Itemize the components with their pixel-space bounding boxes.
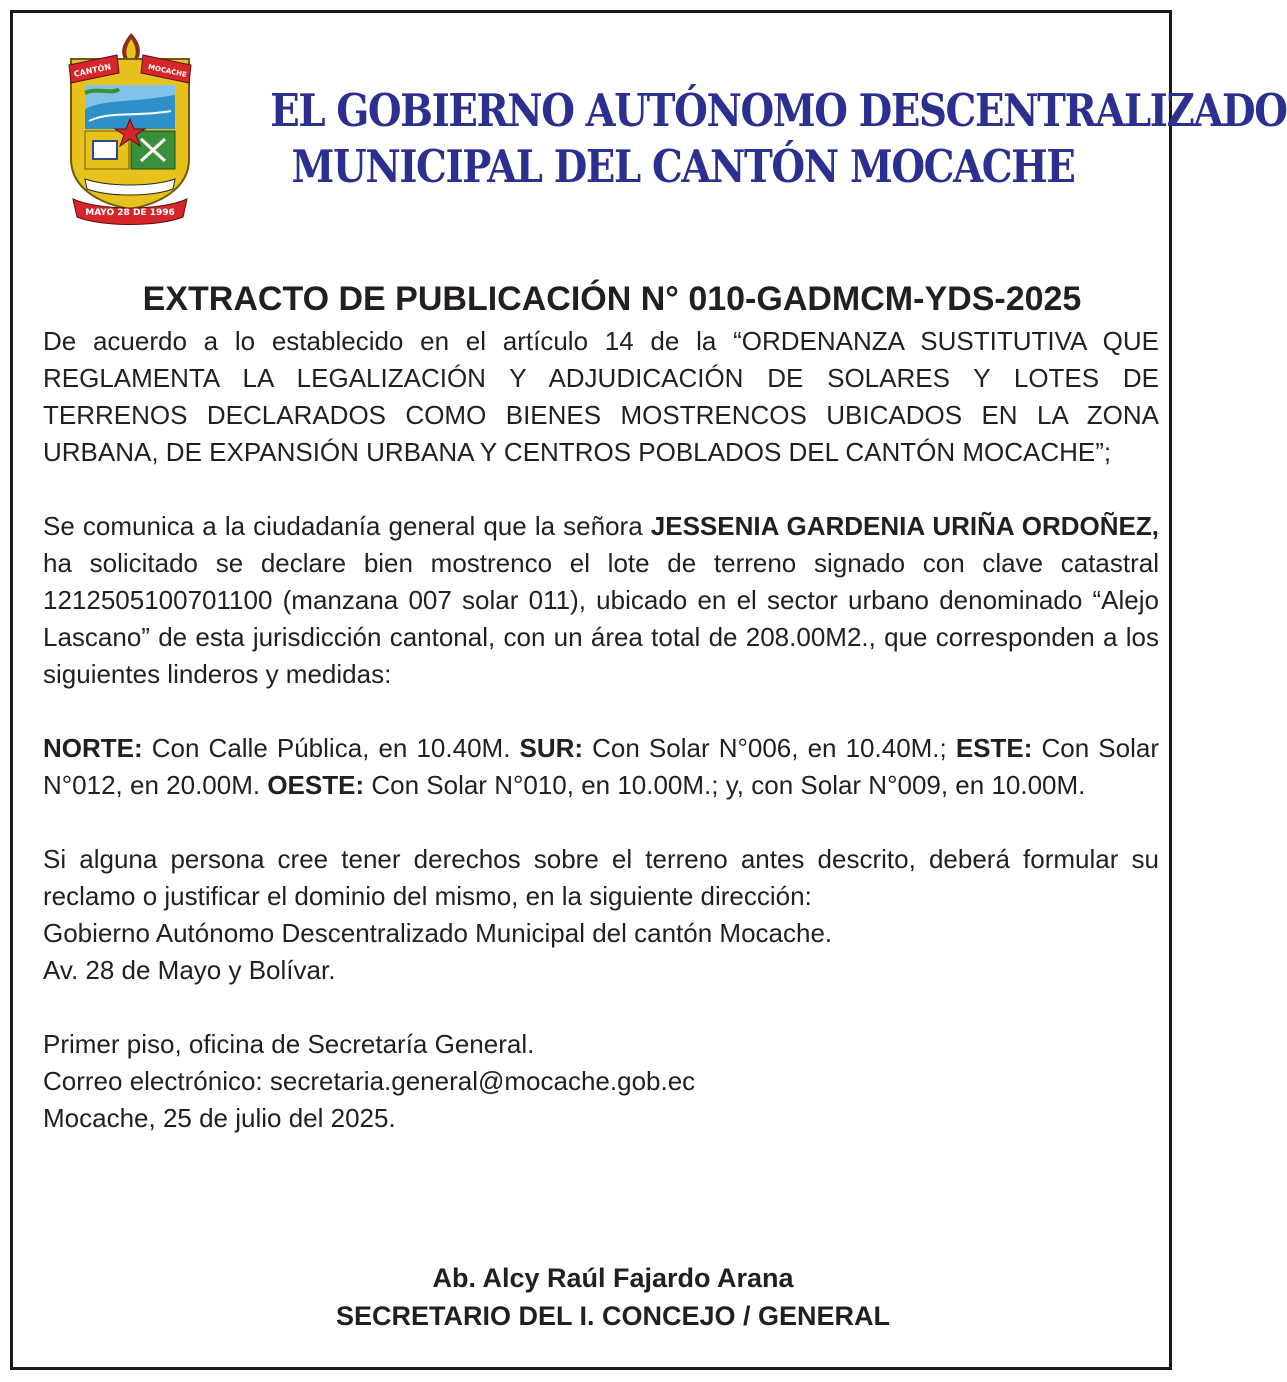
west-label: OESTE: (267, 770, 365, 800)
publication-body (43, 323, 1159, 1137)
claims-paragraph: Si alguna persona cree tener derechos sobre el terreno antes descrito, deberá formular su reclamo o justificar el dominio del mismo, en la siguiente dirección: (43, 844, 1159, 911)
government-title-line1: EL GOBIERNO AUTÓNOMO DESCENTRALIZADO (270, 84, 1287, 137)
south-label: SUR: (519, 733, 584, 763)
applicant-name: JESSENIA GARDENIA URIÑA ORDOÑEZ, (650, 511, 1160, 541)
seal-ribbon-mocache: MOCACHE (147, 63, 188, 80)
header (13, 13, 1287, 233)
north-label: NORTE: (43, 733, 143, 763)
government-title (270, 83, 1287, 195)
notice-prefix: Se comunica a la ciudadanía general que la señora (43, 511, 651, 541)
intro-paragraph: De acuerdo a lo establecido en el artículo 14 de la “ORDENANZA SUSTITUTIVA QUE REGLAMENTA LA LEGALIZACIÓN Y ADJUDICACIÓN DE SOLARES Y LOTES DE TERRENOS DECLARADOS COMO BIENES MOSTRENCOS UBICADOS EN LA ZONA URBANA, DE EXPANSIÓN URBANA Y CENTROS POBLADOS DEL CANTÓN MOCACHE”; (43, 326, 1159, 467)
north-text: Con Calle Pública, en 10.40M. (142, 733, 520, 763)
boundaries-paragraph (43, 730, 1159, 804)
address-line2: Av. 28 de Mayo y Bolívar. (43, 955, 336, 985)
email-line: Correo electrónico: secretaria.general@mocache.gob.ec (43, 1066, 696, 1096)
east-label: ESTE: (955, 733, 1033, 763)
office-line: Primer piso, oficina de Secretaría General. (43, 1029, 535, 1059)
notice-paragraph (43, 508, 1159, 693)
south-text: Con Solar N°006, en 10.40M.; (583, 733, 956, 763)
address-line1: Gobierno Autónomo Descentralizado Municipal del cantón Mocache. (43, 918, 833, 948)
government-title-line2: MUNICIPAL DEL CANTÓN MOCACHE (291, 140, 1075, 193)
signer-name: Ab. Alcy Raúl Fajardo Arana (432, 1263, 794, 1293)
west-text: Con Solar N°010, en 10.00M.; y, con Solar N°009, en 10.00M. (364, 770, 1086, 800)
signer-position: SECRETARIO DEL I. CONCEJO / GENERAL (335, 1301, 891, 1331)
east-text: Con Solar N°012, en 20.00M. (43, 733, 1159, 800)
signature-block (13, 1259, 1213, 1335)
publication-frame (10, 10, 1287, 1370)
municipal-seal-icon (59, 29, 201, 229)
seal-ribbon-canton: CANTÓN (73, 62, 112, 79)
publication-title: EXTRACTO DE PUBLICACIÓN N° 010-GADMCM-YDS-2025 (142, 280, 1082, 318)
date-line: Mocache, 25 de julio del 2025. (43, 1103, 396, 1133)
notice-suffix: ha solicitado se declare bien mostrenco el lote de terreno signado con clave catastral 1212505100701100 (manzana 007 solar 011), ubicado en el sector urbano denominado “Alejo Lascano” de esta jurisdicción cantonal, con un área total de 208.00M2., que corresponden a los siguientes linderos y medidas: (43, 548, 1159, 689)
seal-ribbon-date: MAYO 28 DE 1996 (85, 208, 175, 218)
